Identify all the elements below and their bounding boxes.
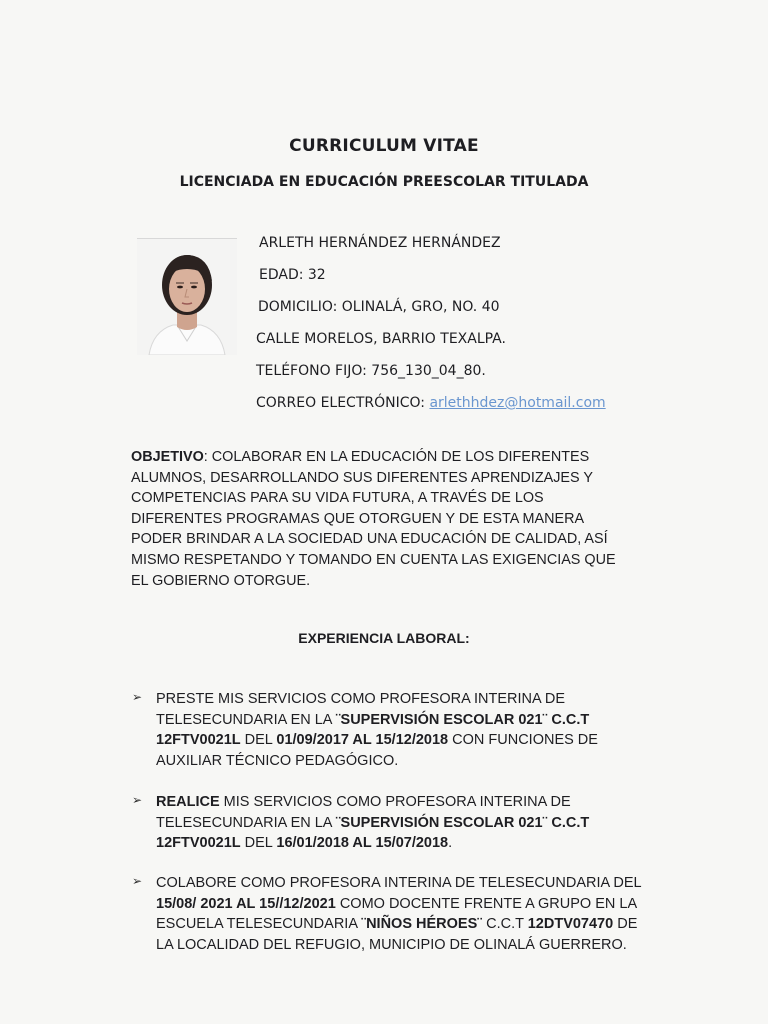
cct-code: 12FTV0021L	[156, 732, 241, 749]
item-text: TELESECUNDARIA EN LA	[156, 814, 336, 831]
objective-line: DIFERENTES PROGRAMAS QUE OTORGUEN Y DE ESTA MANERA	[131, 510, 585, 527]
supervision-name: ¨SUPERVISIÓN ESCOLAR 021¨ C.C.T	[335, 711, 590, 728]
experience-item-text	[156, 792, 676, 854]
date-range: 15/08/ 2021 AL 15//12/2021	[156, 895, 336, 912]
item-text: MIS SERVICIOS COMO PROFESORA INTERINA DE	[219, 794, 571, 810]
info-age: EDAD: 32	[259, 267, 326, 283]
supervision-name: ¨SUPERVISIÓN ESCOLAR 021¨ C.C.T	[335, 814, 590, 831]
item-line: LA LOCALIDAD DEL REFUGIO, MUNICIPIO DE OLINALÁ GUERRERO.	[156, 936, 627, 953]
cct-code: 12DTV07470	[527, 916, 614, 933]
item-line: COLABORE COMO PROFESORA INTERINA DE TELESECUNDARIA DEL	[156, 875, 642, 891]
date-range: 16/01/2018 AL 15/07/2018	[276, 835, 449, 852]
item-text: .	[448, 835, 453, 852]
arrow-bullet-icon: ➢	[132, 874, 143, 888]
objective-line	[131, 447, 641, 468]
item-text: TELESECUNDARIA EN LA	[156, 711, 336, 728]
item-text: CON FUNCIONES DE	[448, 732, 598, 749]
info-name: ARLETH HERNÁNDEZ HERNÁNDEZ	[259, 235, 501, 251]
item-text: DEL	[240, 835, 277, 852]
document-title: CURRICULUM VITAE	[289, 136, 479, 156]
objective-line: COMPETENCIAS PARA SU VIDA FUTURA, A TRAVÉS DE LOS	[131, 490, 544, 507]
profile-photo	[137, 238, 237, 355]
item-text: ESCUELA TELESECUNDARIA	[156, 916, 362, 933]
cct-code: 12FTV0021L	[156, 835, 241, 852]
experience-item-text	[156, 689, 676, 771]
item-line: AUXILIAR TÉCNICO PEDAGÓGICO.	[156, 752, 399, 769]
date-range: 01/09/2017 AL 15/12/2018	[276, 732, 449, 749]
email-link[interactable]: arlethhdez@hotmail.com	[429, 395, 606, 411]
arrow-bullet-icon: ➢	[132, 690, 143, 704]
objective-line: PODER BRINDAR A LA SOCIEDAD UNA EDUCACIÓN DE CALIDAD, ASÍ	[131, 531, 608, 548]
portrait-image	[137, 239, 237, 355]
objective-first-line: : COLABORAR EN LA EDUCACIÓN DE LOS DIFERENTES	[203, 449, 590, 465]
info-address-line2: CALLE MORELOS, BARRIO TEXALPA.	[256, 331, 506, 347]
objective-label: OBJETIVO	[131, 449, 204, 465]
item-text: COMO DOCENTE FRENTE A GRUPO EN LA	[335, 895, 638, 912]
info-email-row	[256, 395, 606, 411]
objective-line: ALUMNOS, DESARROLLANDO SUS DIFERENTES APRENDIZAJES Y	[131, 469, 593, 486]
info-address-line1: DOMICILIO: OLINALÁ, GRO, NO. 40	[258, 299, 500, 315]
email-label: CORREO ELECTRÓNICO:	[256, 395, 430, 411]
arrow-bullet-icon: ➢	[132, 793, 143, 807]
item-line	[156, 894, 676, 915]
experience-heading: EXPERIENCIA LABORAL:	[298, 630, 470, 646]
objective-section	[131, 447, 641, 591]
school-name: ¨NIÑOS HÉROES¨	[361, 916, 483, 933]
item-verb: REALICE	[156, 794, 220, 810]
item-line	[156, 833, 676, 854]
experience-item-text	[156, 873, 676, 955]
item-line	[156, 730, 676, 751]
info-phone: TELÉFONO FIJO: 756_130_04_80.	[256, 363, 486, 379]
item-line	[156, 710, 676, 731]
item-line	[156, 792, 676, 813]
item-text: C.C.T	[482, 916, 528, 933]
objective-line: EL GOBIERNO OTORGUE.	[131, 572, 311, 589]
document-subtitle: LICENCIADA EN EDUCACIÓN PREESCOLAR TITULADA	[179, 174, 589, 190]
item-text: DE	[613, 916, 638, 933]
item-line: PRESTE MIS SERVICIOS COMO PROFESORA INTERINA DE	[156, 691, 566, 707]
item-text: DEL	[240, 732, 277, 749]
objective-line: MISMO RESPETANDO Y TOMANDO EN CUENTA LAS EXIGENCIAS QUE	[131, 551, 616, 568]
item-line	[156, 813, 676, 834]
item-line	[156, 914, 676, 935]
